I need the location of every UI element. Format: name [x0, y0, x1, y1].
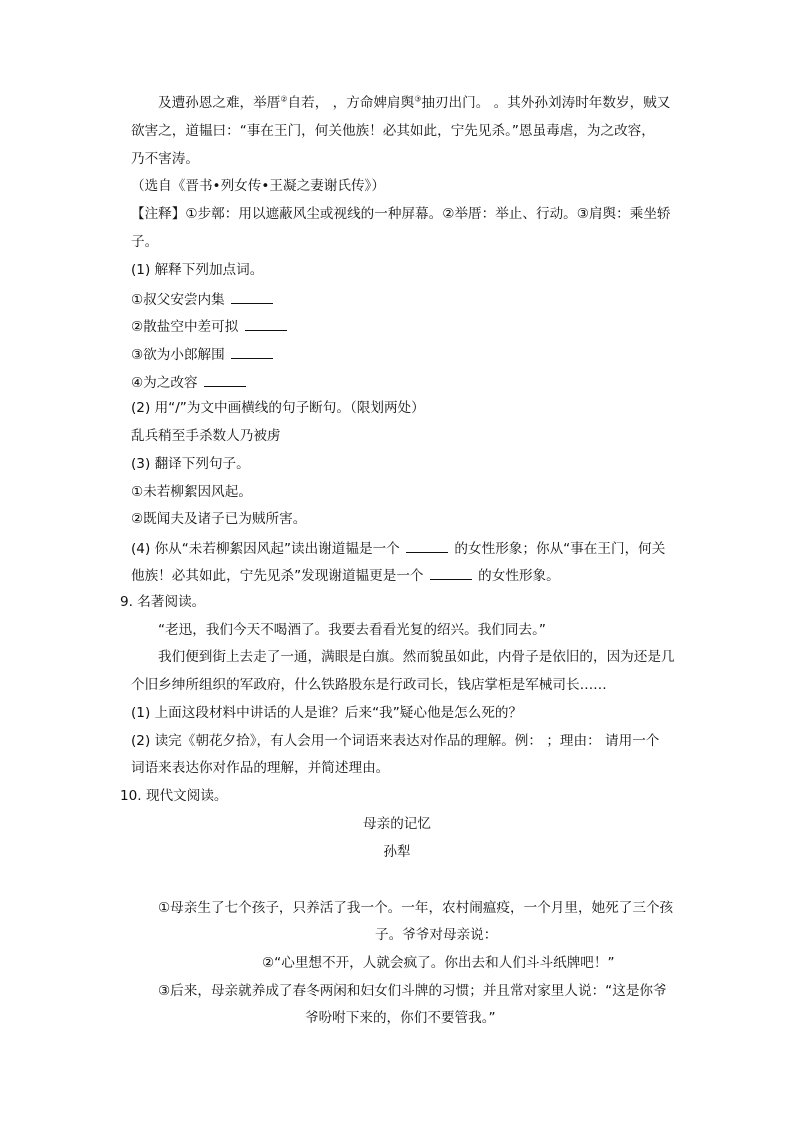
answer-blank[interactable]	[245, 316, 287, 331]
article-para-2: ②“心里想不开，人就会疯了。你出去和人们斗斗纸牌吧！”	[262, 955, 615, 971]
answer-blank[interactable]	[204, 372, 246, 387]
q9-title: 9. 名著阅读。	[120, 594, 206, 610]
article-title: 母亲的记忆	[363, 816, 431, 832]
q3-title: (3) 翻译下列句子。	[131, 456, 250, 472]
article-author: 孙犁	[383, 844, 411, 860]
q1-item: ①叔父安尝内集	[131, 289, 275, 309]
q4-line-1: (4) 你从“未若柳絮因风起”读出谢道韫是一个 的女性形象；你从“事在王门，何关	[131, 538, 665, 558]
answer-blank[interactable]	[231, 289, 273, 304]
article-para-3a: ③后来，母亲就养成了春冬两闲和妇女们斗牌的习惯；并且常对家里人说：“这是你爷	[158, 983, 667, 999]
notes-line-2: 子。	[131, 234, 159, 250]
article-para-1a: ①母亲生了七个孩子，只养活了我一个。一年，农村闹瘟疫，一个月里，她死了三个孩	[158, 900, 674, 916]
q9-sub-2a: (2) 读完《朝花夕拾》，有人会用一个词语来表达对作品的理解。例： ；理由： 请用一个	[131, 733, 660, 749]
answer-blank[interactable]	[430, 565, 472, 580]
passage-line-1: 及遭孙恩之难，举厝②自若， ，方命婢肩舆③抽刃出门。 。其外孙刘涛时年数岁，贼又	[158, 94, 671, 111]
q9-para-2: 个旧乡绅所组织的军政府，什么铁路股东是行政司长，钱店掌柜是军械司长……	[131, 677, 607, 693]
passage-line-3: 乃不害涛。	[131, 151, 199, 167]
q9-sub-1: (1) 上面这段材料中讲话的人是谁？后来“我”疑心他是怎么死的？	[131, 705, 523, 721]
notes-line-1: 【注释】①步鄣：用以遮蔽风尘或视线的一种屏幕。②举厝：举止、行动。③肩舆：乘坐轿	[131, 206, 671, 222]
q1-item: ③欲为小郎解围	[131, 344, 275, 364]
q2-sentence: 乱兵稍至手杀数人乃被虏	[131, 428, 281, 444]
q1-item: ②散盐空中差可拟	[131, 316, 289, 336]
q9-para-1: 我们便到街上去走了一通，满眼是白旗。然而貌虽如此，内骨子是依旧的，因为还是几	[158, 649, 675, 665]
q9-sub-2b: 词语来表达你对作品的理解，并简述理由。	[131, 760, 390, 776]
passage-source: （选自《晋书•列女传•王凝之妻谢氏传》）	[131, 178, 385, 194]
q9-quote: “老迅，我们今天不喝酒了。我要去看看光复的绍兴。我们同去。”	[158, 622, 546, 638]
q10-title: 10. 现代文阅读。	[120, 788, 228, 804]
answer-blank[interactable]	[406, 538, 448, 553]
answer-blank[interactable]	[231, 344, 273, 359]
q3-item: ①未若柳絮因风起。	[131, 484, 252, 500]
q2-title: (2) 用“/”为文中画横线的句子断句。（限划两处）	[131, 400, 425, 416]
q3-item: ②既闻夫及诸子已为贼所害。	[131, 511, 307, 527]
q1-item: ④为之改容	[131, 372, 248, 392]
passage-line-2: 欲害之，道韫曰：“事在王门，何关他族！必其如此，宁先见杀。”恩虽毒虐，为之改容，	[131, 123, 655, 139]
article-para-3b: 爷吩咐下来的，你们不要管我。”	[305, 1010, 496, 1026]
q4-line-2: 他族！必其如此，宁先见杀”发现谢道韫更是一个 的女性形象。	[131, 565, 560, 585]
q1-title: (1) 解释下列加点词。	[131, 262, 264, 278]
article-para-1b: 子。爷爷对母亲说：	[375, 927, 498, 943]
